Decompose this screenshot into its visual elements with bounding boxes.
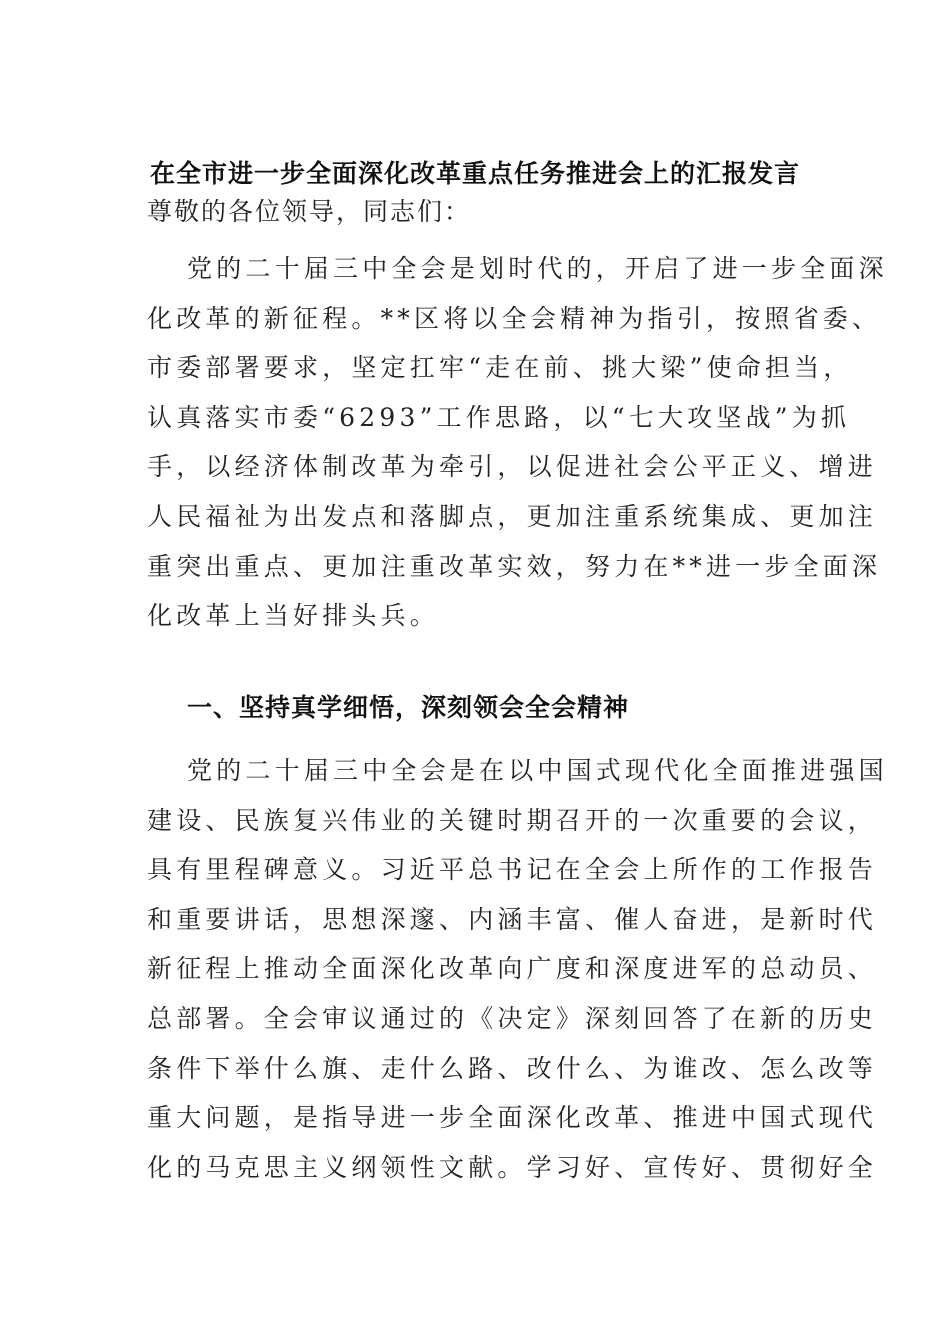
section-heading: 一、坚持真学细悟，深刻领会全会精神: [187, 693, 630, 722]
paragraph-line: 化改革上当好排头兵。: [147, 601, 440, 631]
paragraph-line: 总部署。全会审议通过的《决定》深刻回答了在新的历史: [147, 1003, 878, 1033]
paragraph-line: 党的二十届三中全会是划时代的，开启了进一步全面深: [187, 254, 888, 283]
paragraph-line: 重突出重点、更加注重改革实效，努力在**进一步全面深: [147, 551, 882, 581]
document-title: 在全市进一步全面深化改革重点任务推进会上的汇报发言: [149, 159, 800, 188]
paragraph-line: 人民福祉为出发点和落脚点，更加注重系统集成、更加注: [147, 501, 878, 531]
paragraph-line: 重大问题，是指导进一步全面深化改革、推进中国式现代: [147, 1103, 878, 1133]
paragraph-line: 认真落实市委“6293”工作思路，以“七大攻坚战”为抓: [147, 402, 851, 432]
paragraph-2: [147, 746, 888, 1192]
salutation: 尊敬的各位领导，同志们：: [147, 197, 472, 226]
paragraph-line: 党的二十届三中全会是在以中国式现代化全面推进强国: [187, 756, 888, 785]
paragraph-line: 市委部署要求，坚定扛牢“走在前、挑大梁”使命担当，: [147, 353, 853, 383]
paragraph-line: 化改革的新征程。**区将以全会精神为指引，按照省委、: [147, 303, 882, 333]
paragraph-line: 手，以经济体制改革为牵引，以促进社会公平正义、增进: [147, 452, 878, 482]
paragraph-line: 具有里程碑意义。习近平总书记在全会上所作的工作报告: [147, 855, 878, 885]
paragraph-1: [147, 244, 888, 641]
paragraph-line: 新征程上推动全面深化改革向广度和深度进军的总动员、: [147, 954, 878, 984]
paragraph-line: 建设、民族复兴伟业的关键时期召开的一次重要的会议，: [147, 805, 878, 835]
paragraph-line: 条件下举什么旗、走什么路、改什么、为谁改、怎么改等: [147, 1053, 878, 1083]
paragraph-line: 化的马克思主义纲领性文献。学习好、宣传好、贯彻好全: [147, 1152, 878, 1182]
paragraph-line: 和重要讲话，思想深邃、内涵丰富、催人奋进，是新时代: [147, 904, 878, 934]
